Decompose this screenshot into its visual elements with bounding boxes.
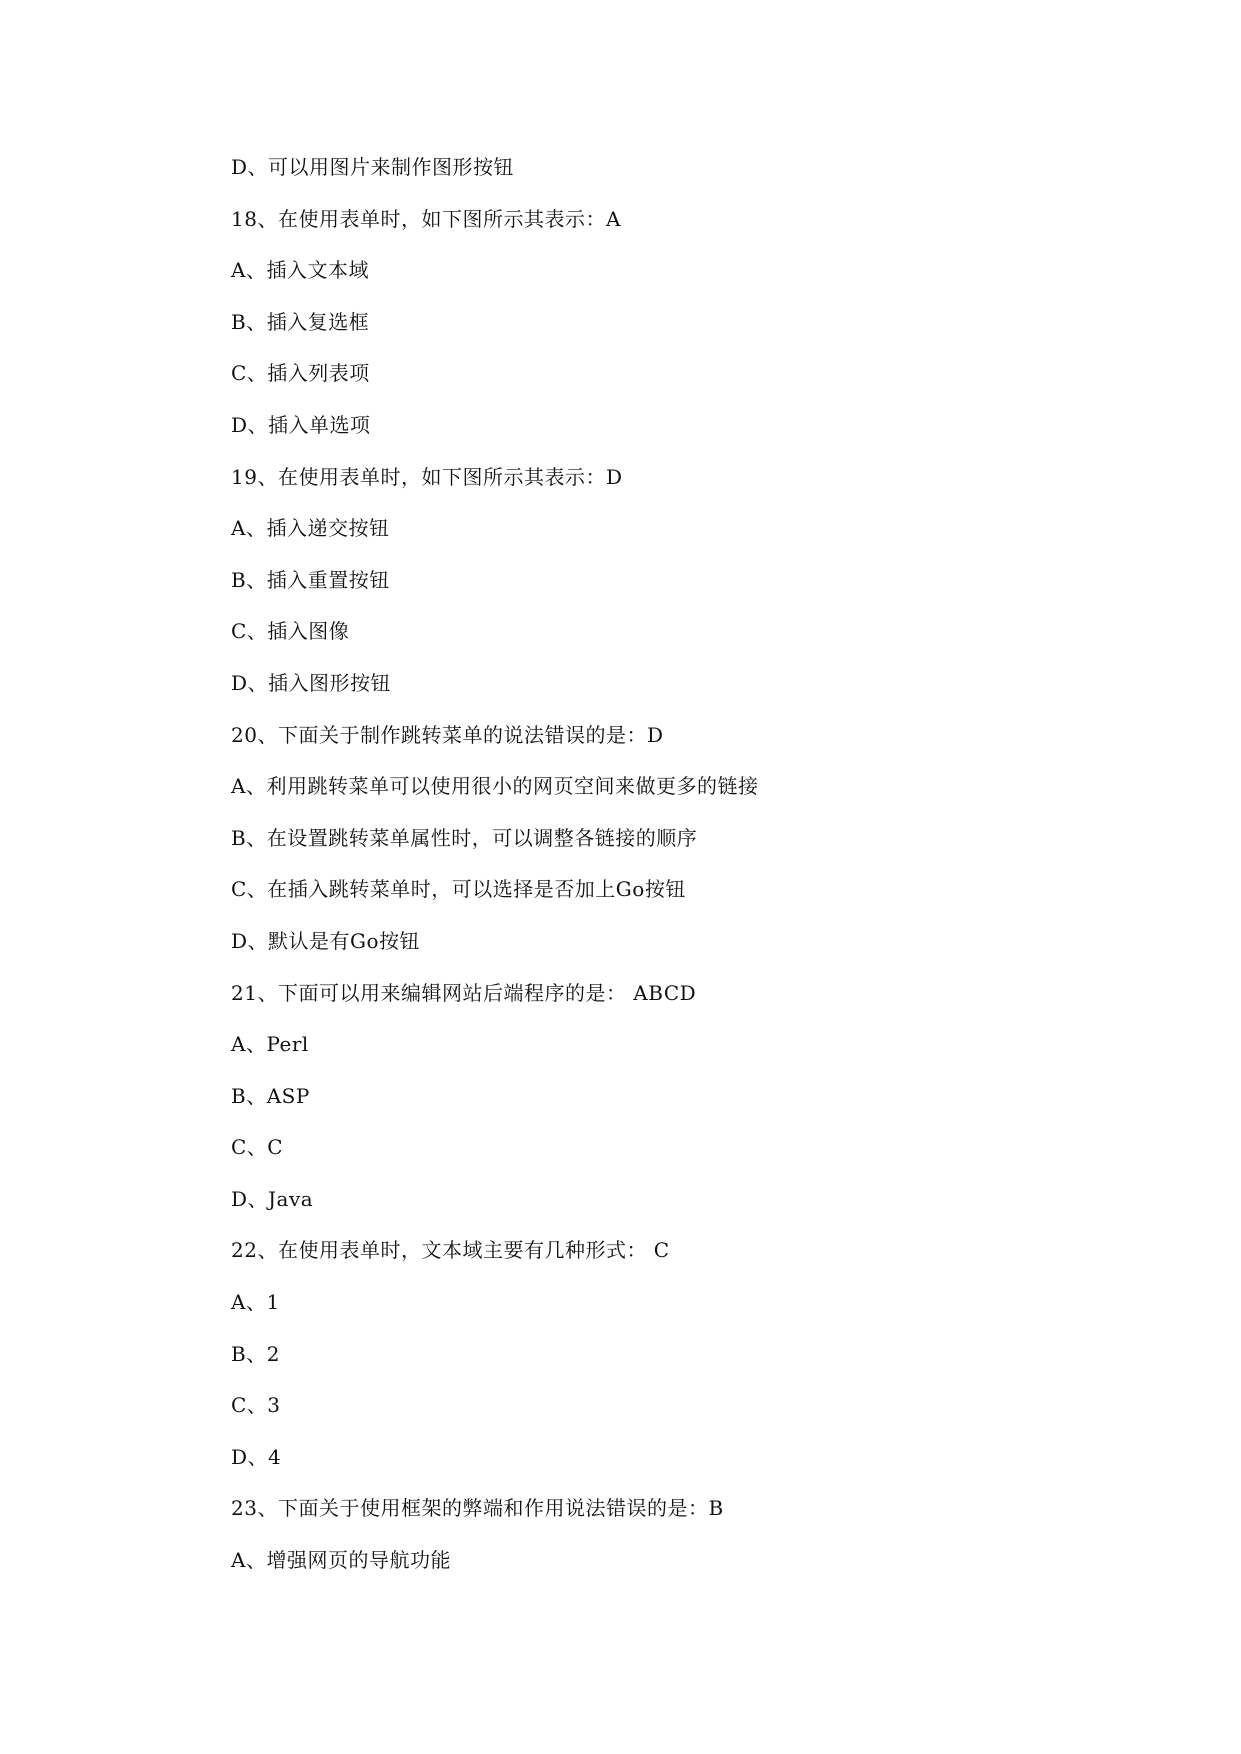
option-line: C、插入图像 [231,619,350,644]
option-line: D、插入单选项 [231,412,371,437]
option-line: B、ASP [231,1083,310,1108]
option-line: D、插入图形按钮 [231,670,392,695]
option-line: D、4 [231,1444,282,1469]
question-line: 23、下面关于使用框架的弊端和作用说法错误的是：B [231,1496,724,1521]
question-line: 22、在使用表单时，文本域主要有几种形式： C [231,1238,670,1263]
option-line: C、3 [231,1393,281,1418]
option-line: B、插入重置按钮 [231,567,390,592]
option-line: B、2 [231,1341,280,1366]
question-line: 20、下面关于制作跳转菜单的说法错误的是：D [231,722,664,747]
option-line: D、默认是有Go按钮 [231,928,421,953]
question-list [231,155,1131,1600]
option-line: C、插入列表项 [231,361,370,386]
option-line: B、在设置跳转菜单属性时，可以调整各链接的顺序 [231,825,698,850]
option-line: B、插入复选框 [231,309,370,334]
option-line: A、增强网页的导航功能 [231,1548,451,1573]
option-line: A、1 [231,1290,280,1315]
option-line: A、插入递交按钮 [231,516,390,541]
option-line: A、利用跳转菜单可以使用很小的网页空间来做更多的链接 [231,774,759,799]
option-line: A、Perl [231,1032,309,1057]
option-line: D、Java [231,1186,314,1211]
question-line: 21、下面可以用来编辑网站后端程序的是： ABCD [231,980,697,1005]
question-line: 19、在使用表单时，如下图所示其表示：D [231,464,623,489]
question-line: 18、在使用表单时，如下图所示其表示：A [231,206,621,231]
option-line: C、C [231,1135,284,1160]
option-line: D、可以用图片来制作图形按钮 [231,155,515,179]
option-line: C、在插入跳转菜单时，可以选择是否加上Go按钮 [231,877,686,902]
option-line: A、插入文本域 [231,258,369,283]
